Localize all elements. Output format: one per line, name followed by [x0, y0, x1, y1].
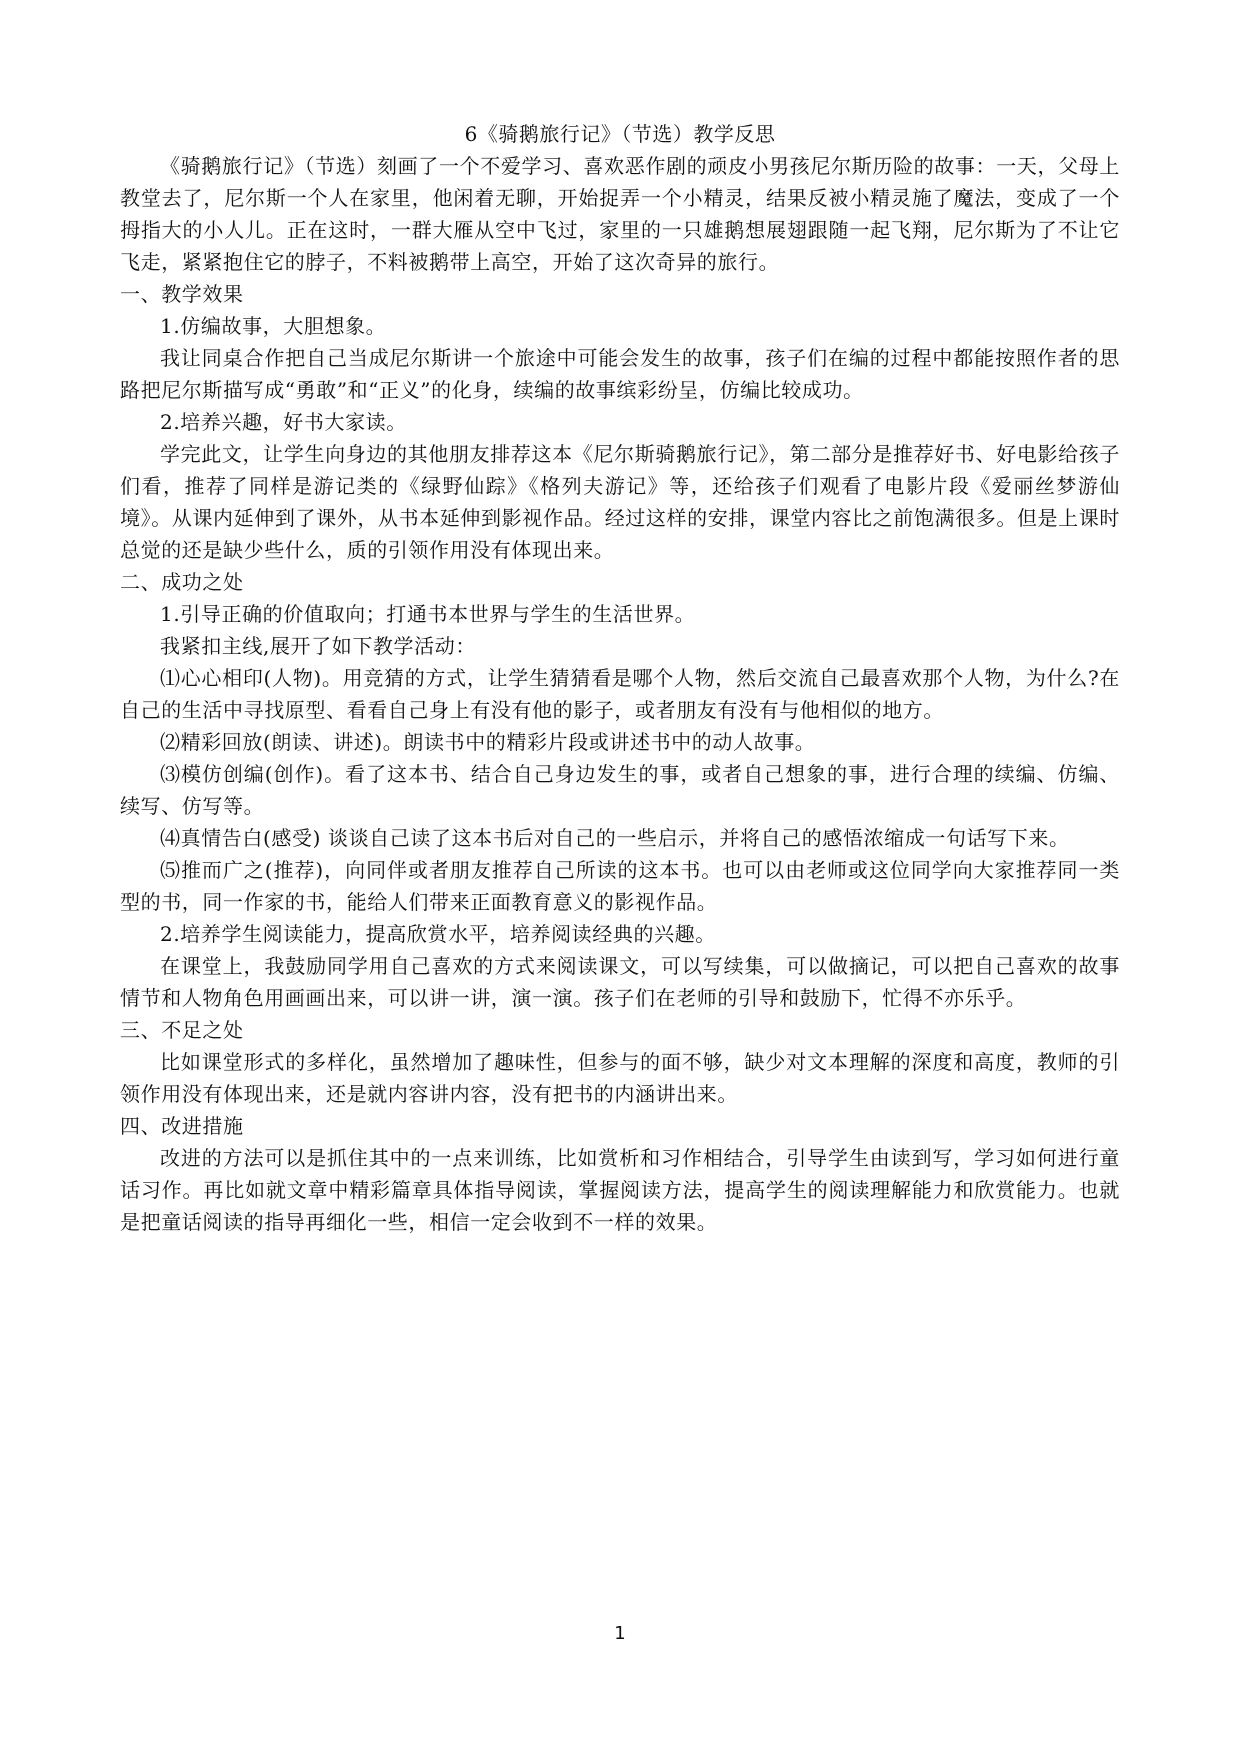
sub-heading: 2.培养兴趣，好书大家读。: [160, 410, 407, 434]
sub-heading: 1.引导正确的价值取向；打通书本世界与学生的生活世界。: [160, 602, 696, 626]
activity-item: ⑴心心相印(人物)。用竞猜的方式，让学生猜猜看是哪个人物，然后交流自己最喜欢那个人物，为什么?在自己的生活中寻找原型、看看自己身上有没有他的影子，或者朋友有没有与他相似的地方。: [120, 666, 1120, 722]
section-heading: 三、不足之处: [120, 1018, 244, 1042]
section-heading: 一、教学效果: [120, 282, 244, 306]
page-number: 1: [614, 1623, 626, 1644]
document-page: [120, 118, 1120, 1238]
body-paragraph: 我让同桌合作把自己当成尼尔斯讲一个旅途中可能会发生的故事，孩子们在编的过程中都能按照作者的思路把尼尔斯描写成“勇敢”和“正义”的化身，续编的故事缤彩纷呈，仿编比较成功。: [120, 346, 1120, 402]
section-improvements: [120, 1110, 1120, 1238]
intro-paragraph: 《骑鹅旅行记》（节选）刻画了一个不爱学习、喜欢恶作剧的顽皮小男孩尼尔斯历险的故事：一天，父母上教堂去了，尼尔斯一个人在家里，他闲着无聊，开始捉弄一个小精灵，结果反被小精灵施了魔法，变成了一个拇指大的小人儿。正在这时，一群大雁从空中飞过，家里的一只雄鹅想展翅跟随一起飞翔，尼尔斯为了不让它飞走，紧紧抱住它的脖子，不料被鹅带上高空，开始了这次奇异的旅行。: [120, 154, 1120, 274]
activity-item: ⑷真情告白(感受) 谈谈自己读了这本书后对自己的一些启示，并将自己的感悟浓缩成一句话写下来。: [160, 826, 1070, 850]
activity-item: ⑸推而广之(推荐)，向同伴或者朋友推荐自己所读的这本书。也可以由老师或这位同学向大家推荐同一类型的书，同一作家的书，能给人们带来正面教育意义的影视作品。: [120, 858, 1120, 914]
sub-heading: 2.培养学生阅读能力，提高欣赏水平，培养阅读经典的兴趣。: [160, 922, 716, 946]
sub-heading: 1.仿编故事，大胆想象。: [160, 314, 387, 338]
section-heading: 二、成功之处: [120, 570, 244, 594]
body-paragraph: 我紧扣主线,展开了如下教学活动：: [160, 634, 476, 658]
document-title: 6《骑鹅旅行记》（节选）教学反思: [464, 122, 776, 146]
activity-item: ⑶模仿创编(创作)。看了这本书、结合自己身边发生的事，或者自己想象的事，进行合理的续编、仿编、续写、仿写等。: [120, 762, 1120, 818]
activity-item: ⑵精彩回放(朗读、讲述)。朗读书中的精彩片段或讲述书中的动人故事。: [160, 730, 816, 754]
body-paragraph: 比如课堂形式的多样化，虽然增加了趣味性，但参与的面不够，缺少对文本理解的深度和高度，教师的引领作用没有体现出来，还是就内容讲内容，没有把书的内涵讲出来。: [120, 1050, 1120, 1106]
body-paragraph: 在课堂上，我鼓励同学用自己喜欢的方式来阅读课文，可以写续集，可以做摘记，可以把自己喜欢的故事情节和人物角色用画画出来，可以讲一讲，演一演。孩子们在老师的引导和鼓励下，忙得不亦乐乎。: [120, 954, 1120, 1010]
section-teaching-effect: [120, 278, 1120, 566]
section-heading: 四、改进措施: [120, 1114, 244, 1138]
section-successes: [120, 566, 1120, 1014]
body-paragraph: 改进的方法可以是抓住其中的一点来训练，比如赏析和习作相结合，引导学生由读到写，学习如何进行童话习作。再比如就文章中精彩篇章具体指导阅读，掌握阅读方法，提高学生的阅读理解能力和欣赏能力。也就是把童话阅读的指导再细化一些，相信一定会收到不一样的效果。: [120, 1146, 1120, 1234]
body-paragraph: 学完此文，让学生向身边的其他朋友排荐这本《尼尔斯骑鹅旅行记》，第二部分是推荐好书、好电影给孩子们看，推荐了同样是游记类的《绿野仙踪》《格列夫游记》等，还给孩子们观看了电影片段《爱丽丝梦游仙境》。从课内延伸到了课外，从书本延伸到影视作品。经过这样的安排，课堂内容比之前饱满很多。但是上课时总觉的还是缺少些什么，质的引领作用没有体现出来。: [120, 442, 1120, 562]
section-shortcomings: [120, 1014, 1120, 1110]
